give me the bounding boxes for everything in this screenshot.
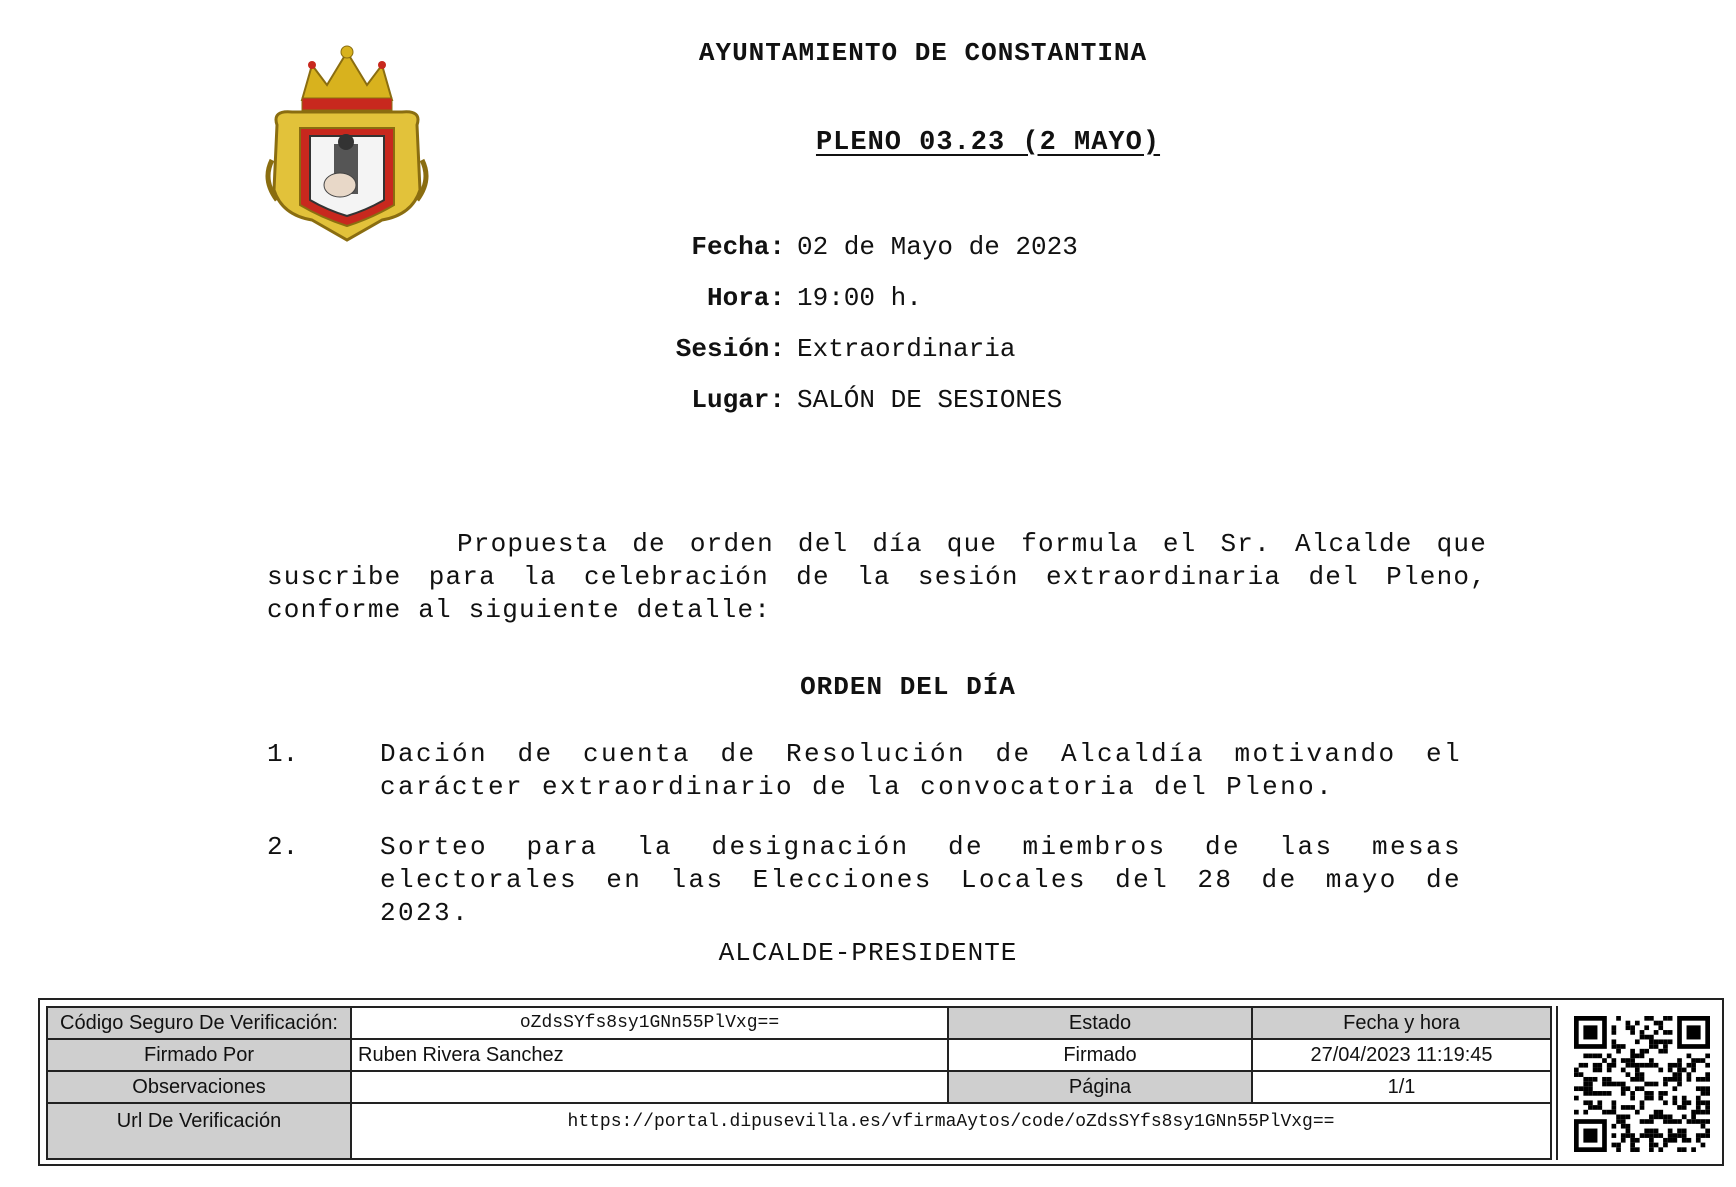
firmado-por-label: Firmado Por bbox=[47, 1039, 351, 1071]
agenda-item-number: 1. bbox=[267, 739, 299, 769]
meta-label: Hora: bbox=[706, 283, 785, 313]
estado-value: Firmado bbox=[948, 1039, 1252, 1071]
agenda-list bbox=[267, 738, 1462, 957]
qr-container bbox=[1556, 1006, 1716, 1160]
fecha-hora-value: 27/04/2023 11:19:45 bbox=[1252, 1039, 1551, 1071]
csv-label: Código Seguro De Verificación: bbox=[47, 1007, 351, 1039]
session-title: PLENO 03.23 (2 MAYO) bbox=[815, 128, 1161, 158]
observaciones-label: Observaciones bbox=[47, 1071, 351, 1103]
meta-row-sesion bbox=[560, 334, 1078, 385]
qr-code-icon bbox=[1574, 1016, 1710, 1152]
meta-value: SALÓN DE SESIONES bbox=[797, 385, 1063, 415]
meta-label: Sesión: bbox=[675, 334, 785, 364]
agenda-item bbox=[267, 738, 1462, 804]
csv-value: oZdsSYfs8sy1GNn55PlVxg== bbox=[351, 1007, 948, 1039]
meta-row-hora bbox=[560, 283, 1078, 334]
url-value[interactable]: https://portal.dipusevilla.es/vfirmaAytos/code/oZdsSYfs8sy1GNn55PlVxg== bbox=[351, 1103, 1551, 1159]
meta-row-fecha bbox=[560, 232, 1078, 283]
agenda-item-text: Sorteo para la designación de miembros de las mesas electorales en las Elecciones Locales del 28 de mayo de 2023. bbox=[380, 832, 1462, 928]
meta-label: Lugar: bbox=[691, 385, 785, 415]
pagina-value: 1/1 bbox=[1252, 1071, 1551, 1103]
page-title: AYUNTAMIENTO DE CONSTANTINA bbox=[698, 38, 1148, 68]
signer-title: ALCALDE-PRESIDENTE bbox=[718, 938, 1018, 968]
pagina-label: Página bbox=[948, 1071, 1252, 1103]
meta-value: 02 de Mayo de 2023 bbox=[797, 232, 1078, 262]
agenda-title: ORDEN DEL DÍA bbox=[800, 672, 1016, 702]
verification-table bbox=[46, 1006, 1552, 1160]
agenda-item-number: 2. bbox=[267, 832, 299, 862]
meta-label: Fecha: bbox=[691, 232, 785, 262]
estado-label: Estado bbox=[948, 1007, 1252, 1039]
meta-row-lugar bbox=[560, 385, 1078, 436]
agenda-item-text: Dación de cuenta de Resolución de Alcaldía motivando el carácter extraordinario de la convocatoria del Pleno. bbox=[380, 739, 1462, 802]
intro-paragraph: Propuesta de orden del día que formula el Sr. Alcalde que suscribe para la celebración de la sesión extraordinaria del Pleno, conforme al siguiente detalle: bbox=[267, 529, 1487, 625]
url-label: Url De Verificación bbox=[47, 1103, 351, 1159]
session-details bbox=[560, 232, 1078, 436]
agenda-item bbox=[267, 831, 1462, 930]
meta-value: 19:00 h. bbox=[797, 283, 922, 313]
meta-value: Extraordinaria bbox=[797, 334, 1016, 364]
firmado-por-value: Ruben Rivera Sanchez bbox=[351, 1039, 948, 1071]
observaciones-value bbox=[351, 1071, 948, 1103]
signature-footer bbox=[38, 998, 1724, 1166]
fecha-hora-label: Fecha y hora bbox=[1252, 1007, 1551, 1039]
